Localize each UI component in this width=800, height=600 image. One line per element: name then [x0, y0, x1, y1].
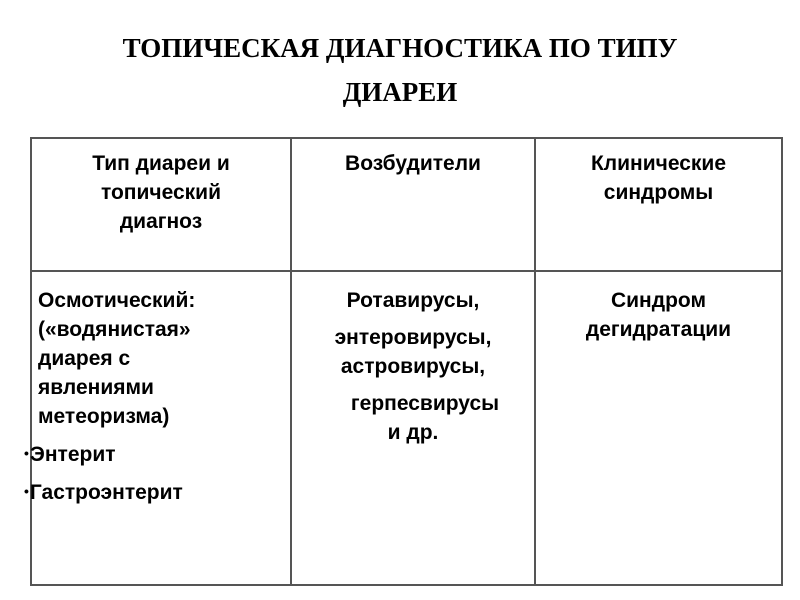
cell-diarrhea-type — [31, 271, 291, 585]
type-line: Осмотический: — [38, 289, 196, 312]
cell-syndromes — [535, 271, 782, 585]
header-cell-pathogens — [291, 138, 535, 271]
pathogen-line: герпесвирусы — [350, 392, 500, 415]
type-line: («водянистая» — [38, 318, 191, 341]
header-type-line: Тип диареи и — [92, 152, 230, 175]
table-header-row — [31, 138, 782, 271]
pathogen-line: Ротавирусы, — [346, 289, 480, 312]
bullet-item: • Энтерит — [24, 439, 290, 469]
header-type-line: топический — [100, 181, 222, 204]
header-syndromes-line: Клинические — [590, 152, 727, 175]
pathogen-line: астровирусы, — [340, 355, 486, 378]
syndrome-line: Синдром — [610, 289, 706, 312]
header-pathogens-line: Возбудители — [345, 152, 481, 175]
type-line: метеоризма) — [38, 405, 170, 428]
table-row — [31, 271, 782, 585]
pathogen-line: и др. — [387, 421, 439, 444]
header-type-line: диагноз — [119, 210, 203, 233]
title-line-2: ДИАРЕИ — [342, 77, 458, 107]
cell-pathogens — [291, 271, 535, 585]
title-line-1: ТОПИЧЕСКАЯ ДИАГНОСТИКА ПО ТИПУ — [122, 33, 678, 63]
header-cell-syndromes — [535, 138, 782, 271]
header-syndromes-line: синдромы — [603, 181, 714, 204]
type-line: диарея с — [38, 347, 131, 370]
type-line: явлениями — [38, 376, 154, 399]
diagnostics-table — [30, 137, 783, 586]
pathogen-line: энтеровирусы, — [334, 326, 492, 349]
page-title — [0, 26, 800, 114]
syndrome-line: дегидратации — [585, 318, 732, 341]
header-cell-type — [31, 138, 291, 271]
bullet-item: • Гастроэнтерит — [24, 477, 290, 507]
